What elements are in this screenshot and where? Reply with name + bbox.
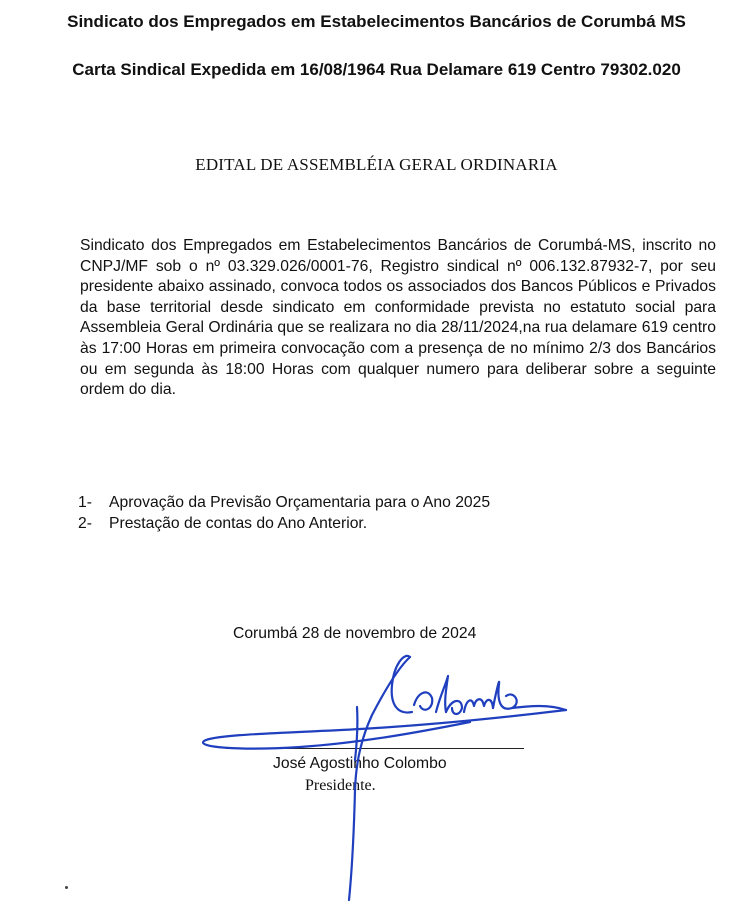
agenda-item [78, 514, 490, 535]
agenda-list [78, 493, 490, 534]
letterhead-line-2: Carta Sindical Expedida em 16/08/1964 Rua Delamare 619 Centro 79302.020 [72, 60, 681, 79]
agenda-item-number: 1- [78, 494, 92, 511]
agenda-item-text: Prestação de contas do Ano Anterior. [109, 514, 368, 532]
place-and-date: Corumbá 28 de novembro de 2024 [233, 625, 477, 642]
signature-line [226, 748, 524, 749]
agenda-item [78, 493, 490, 514]
letterhead-line-1: Sindicato dos Empregados em Estabelecimentos Bancários de Corumbá MS [67, 12, 686, 31]
signer-name: José Agostinho Colombo [273, 755, 447, 772]
agenda-item-text: Aprovação da Previsão Orçamentaria para o Ano 2025 [109, 494, 491, 511]
agenda-item-number: 2- [78, 514, 92, 532]
signer-role: Presidente. [305, 777, 376, 794]
document-title: EDITAL DE ASSEMBLÉIA GERAL ORDINARIA [195, 155, 558, 174]
scan-speck [65, 886, 68, 889]
body-paragraph: Sindicato dos Empregados em Estabelecimentos Bancários de Corumbá-MS, inscrito no CNPJ/MF sob o nº 03.329.026/0001-76, Registro sindical nº 006.132.87932-7, por seu presidente abaixo assinado, convoca todos os associados dos Bancos Públicos e Privados da base territorial desde sindicato em conformidade prevista no estatuto social para Assembleia Geral Ordinária que se realizara no dia 28/11/2024,na rua delamare 619 centro às 17:00 Horas em primeira convocação com a presença de no mínimo 2/3 dos Bancários ou em segunda às 18:00 Horas com qualquer numero para deliberar sobre a seguinte ordem do dia. [80, 237, 716, 399]
